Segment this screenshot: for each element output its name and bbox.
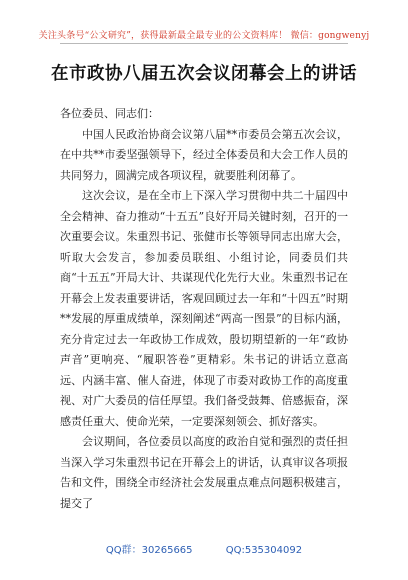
paragraph: 中国人民政治协商会议第八届**市委员会第五次会议，在中共**市委坚强领导下，经过全体委员和大会工作人员的共同努力，圆满完成各项议程，就要胜利闭幕了。	[60, 127, 348, 182]
header-divider	[60, 43, 348, 44]
header-note: 关注头条号“公文研究”，获得最新最全最专业的公文资料库！ 微信：gongwenyj	[38, 31, 370, 41]
paragraph: 会议期间，各位委员以高度的政治自觉和强烈的责任担当深入学习朱重烈书记在开幕会上的讲话，认真审议各项报告和文件，围绕全市经济社会发展重点难点问题积极建言，提交了	[60, 435, 348, 510]
footer-qq: QQ:535304092	[225, 545, 303, 556]
paragraph: 这次会议，是在全市上下深入学习贯彻中共二十届四中全会精神、奋力推动“十五五”良好开局关键时刻，召开的一次重要会议。朱重烈书记、张健市长等领导同志出席大会，听取大会发言，参加委员联组、小组讨论，同委员们共商“十五五”开局大计、共谋现代化先行大业。朱重烈书记在开幕会上发表重要讲话，客观回顾过去一年和“十四五”时期**发展的厚重成绩单，深刻阐述“两高一图景”的目标内涵，充分肯定过去一年政协工作成效，殷切期望新的一年“政协声音”更响亮、“履职答卷”更精彩。朱书记的讲话立意高远、内涵丰富、催人奋进，体现了市委对政协工作的高度重视、对广大委员的信任厚望。我们备受鼓舞、倍感振奋，深感责任重大、使命光荣，一定要深刻领会、抓好落实。	[60, 189, 348, 428]
salutation: 各位委员、同志们：	[60, 107, 159, 120]
footer	[0, 541, 408, 556]
document-body	[60, 104, 348, 514]
document-title: 在市政协八届五次会议闭幕会上的讲话	[51, 64, 357, 84]
footer-qq-group: QQ群：30265665	[105, 545, 193, 556]
